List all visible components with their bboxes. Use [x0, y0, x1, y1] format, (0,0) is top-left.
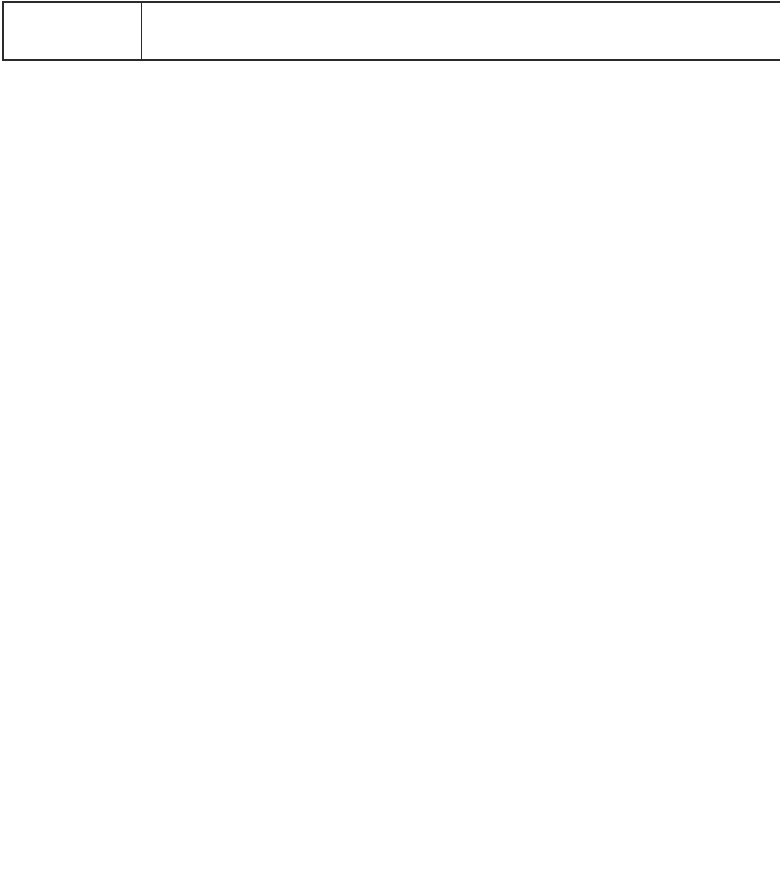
corner-header	[3, 2, 141, 60]
table-header-row	[3, 2, 780, 60]
spec-table	[2, 1, 780, 61]
